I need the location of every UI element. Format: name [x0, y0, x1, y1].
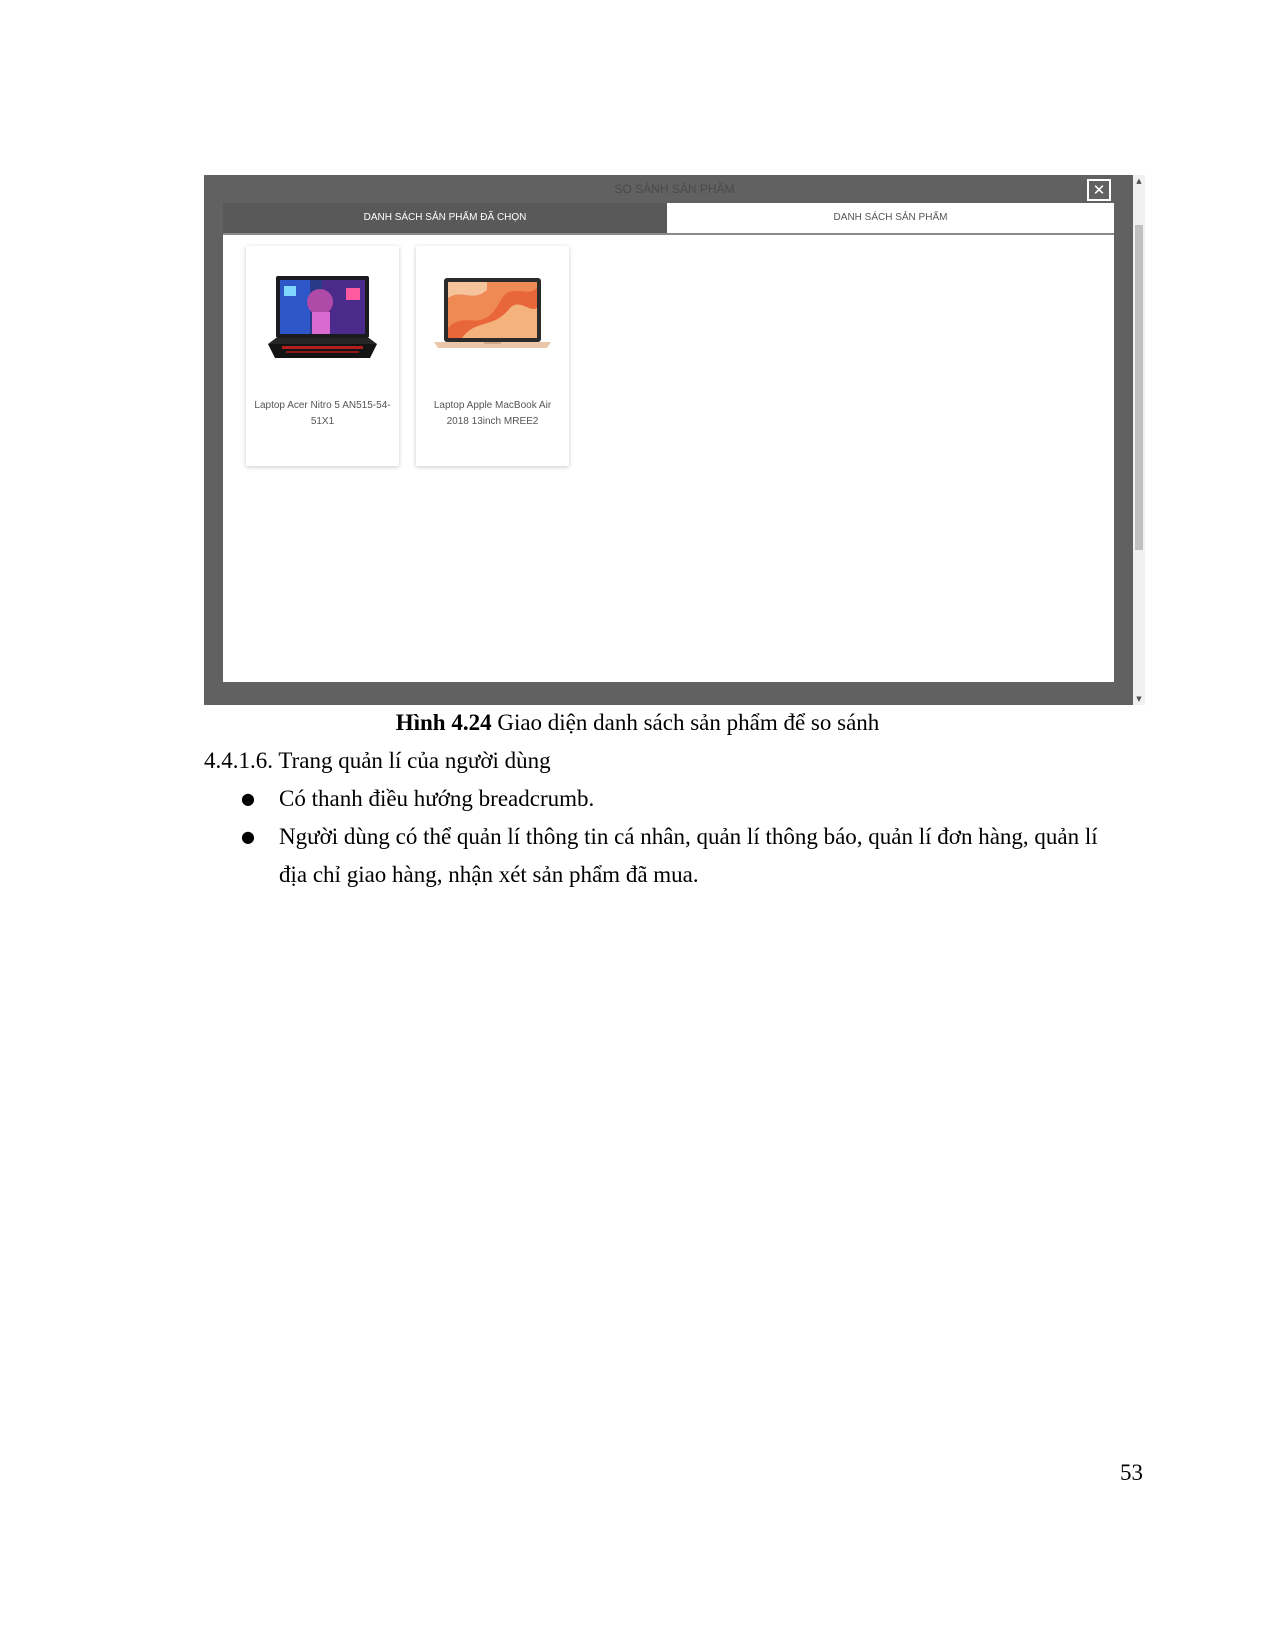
- bullet-icon: ●: [241, 789, 255, 808]
- figure-label: Hình 4.24: [395, 710, 492, 735]
- bullet-item: Người dùng có thể quản lí thông tin cá nhân, quản lí thông báo, quản lí đơn hàng, quản lí địa chỉ giao hàng, nhận xét sản phẩm đã mua.: [279, 824, 1098, 887]
- figure-caption: [0, 708, 1275, 738]
- scroll-up-arrow-icon[interactable]: ▲: [1136, 177, 1142, 185]
- tab-selected-products[interactable]: DANH SÁCH SẢN PHẨM ĐÃ CHỌN: [223, 203, 667, 233]
- close-button[interactable]: ✕: [1087, 179, 1111, 201]
- figure-caption-text: Giao diện danh sách sản phẩm để so sánh: [491, 710, 880, 735]
- page-number: 53: [1120, 1460, 1143, 1485]
- tab-product-list[interactable]: DANH SÁCH SẢN PHẨM: [667, 203, 1114, 233]
- modal-title: SO SÁNH SẢN PHẨM: [614, 182, 735, 196]
- bullet-icon: ●: [241, 827, 255, 846]
- section-heading: 4.4.1.6. Trang quản lí của người dùng: [204, 748, 551, 773]
- product-name: Laptop Acer Nitro 5 AN515-54-51X1: [254, 400, 391, 427]
- product-card[interactable]: [246, 246, 399, 466]
- product-name: Laptop Apple MacBook Air 2018 13inch MREE2: [433, 400, 552, 427]
- laptop-macbook-image: [432, 268, 553, 368]
- tab-bar: [223, 203, 1114, 235]
- bullet-item: Có thanh điều hướng breadcrumb.: [279, 786, 595, 811]
- scroll-down-arrow-icon[interactable]: ▼: [1136, 695, 1142, 703]
- compare-modal-screenshot: [204, 175, 1145, 705]
- laptop-acer-image: [262, 268, 383, 368]
- modal-body: [223, 203, 1114, 682]
- scrollbar-thumb[interactable]: [1135, 225, 1143, 550]
- product-card[interactable]: [416, 246, 569, 466]
